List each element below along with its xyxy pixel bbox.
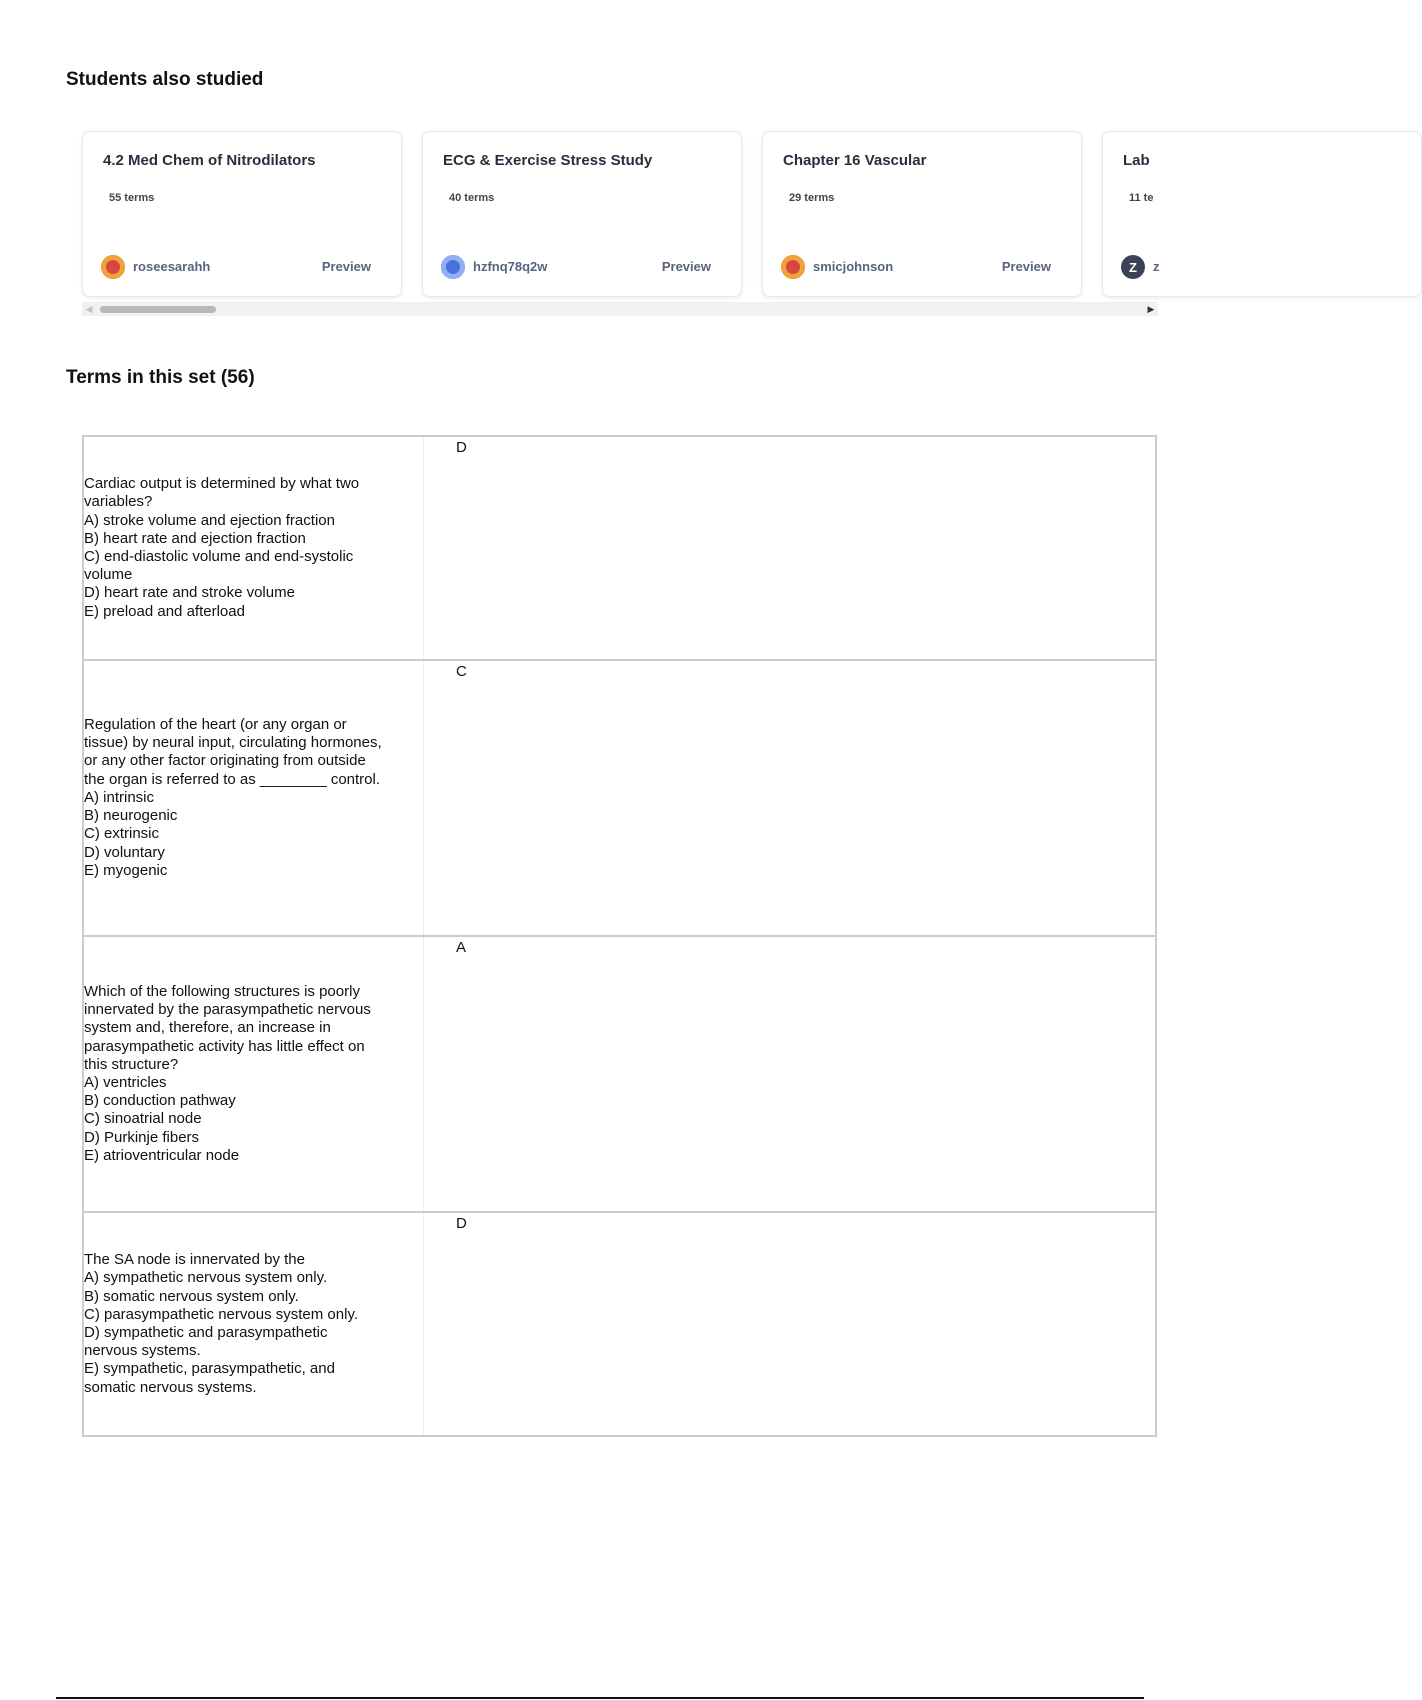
term-answer-cell <box>424 437 1155 659</box>
study-set-term-count: 40 terms <box>449 192 495 204</box>
study-set-carousel <box>82 131 1158 316</box>
study-set-author[interactable]: roseesarahh <box>133 259 211 274</box>
term-answer: D <box>456 439 467 456</box>
term-question: Cardiac output is determined by what two variables? A) stroke volume and ejection fraction B) heart rate and ejection fraction C) end-diastolic volume and end-systolic volume D) heart rate and stroke volume E) preload and afterload <box>84 437 424 659</box>
term-answer: D <box>456 1215 467 1232</box>
study-set-author[interactable]: hzfnq78q2w <box>473 259 548 274</box>
lion-avatar-icon[interactable] <box>101 255 125 279</box>
study-set-author[interactable]: z <box>1153 259 1160 274</box>
term-answer: A <box>456 939 467 956</box>
terms-in-set-heading: Terms in this set (56) <box>66 367 255 388</box>
study-set-title[interactable]: Chapter 16 Vascular <box>783 152 927 169</box>
students-also-studied-heading: Students also studied <box>66 69 264 90</box>
study-set-title[interactable]: ECG & Exercise Stress Study <box>443 152 653 169</box>
study-set-term-count: 29 terms <box>789 192 835 204</box>
preview-button[interactable]: Preview <box>321 259 371 274</box>
term-question: Which of the following structures is poorly innervated by the parasympathetic nervous system and, therefore, an increase in parasympathetic activity has little effect on this structure? A) ventricles B) conduction pathway C) sinoatrial node D) Purkinje fibers E) atrioventricular node <box>84 937 424 1211</box>
term-answer-cell <box>424 1213 1155 1435</box>
letter-avatar-icon[interactable]: Z <box>1121 255 1145 279</box>
study-set-card[interactable] <box>1102 131 1422 297</box>
caret-left-icon[interactable]: ◀ <box>85 304 93 314</box>
study-set-term-count: 55 terms <box>109 192 155 204</box>
term-row <box>84 661 1155 937</box>
study-set-card[interactable] <box>82 131 402 297</box>
term-row <box>84 937 1155 1213</box>
term-answer-cell <box>424 661 1155 935</box>
preview-button[interactable]: Preview <box>1001 259 1051 274</box>
preview-button[interactable]: Preview <box>661 259 711 274</box>
study-set-title[interactable]: 4.2 Med Chem of Nitrodilators <box>103 152 316 169</box>
study-set-card[interactable] <box>422 131 742 297</box>
term-answer: C <box>456 663 467 680</box>
study-set-author[interactable]: smicjohnson <box>813 259 894 274</box>
scrollbar-thumb[interactable] <box>100 306 216 313</box>
caret-right-icon[interactable]: ▶ <box>1147 304 1155 314</box>
terms-table <box>82 435 1157 1437</box>
creature-avatar-icon[interactable] <box>441 255 465 279</box>
lion-avatar-icon[interactable] <box>781 255 805 279</box>
page-bottom-rule <box>56 1697 1144 1699</box>
study-set-title[interactable]: Lab <box>1123 152 1150 169</box>
term-answer-cell <box>424 937 1155 1211</box>
term-question: Regulation of the heart (or any organ or tissue) by neural input, circulating hormones, or any other factor originating from outside the organ is referred to as ________ control. A) intrinsic B) neurogenic C) extrinsic D) voluntary E) myogenic <box>84 661 424 935</box>
study-set-card[interactable] <box>762 131 1082 297</box>
study-set-term-count: 11 te <box>1129 192 1154 204</box>
carousel-scrollbar[interactable] <box>82 302 1158 316</box>
term-row <box>84 437 1155 661</box>
term-question: The SA node is innervated by the A) sympathetic nervous system only. B) somatic nervous system only. C) parasympathetic nervous system only. D) sympathetic and parasympathetic nervous systems. E) sympathetic, parasympathetic, and somatic nervous systems. <box>84 1213 424 1435</box>
term-row <box>84 1213 1155 1435</box>
